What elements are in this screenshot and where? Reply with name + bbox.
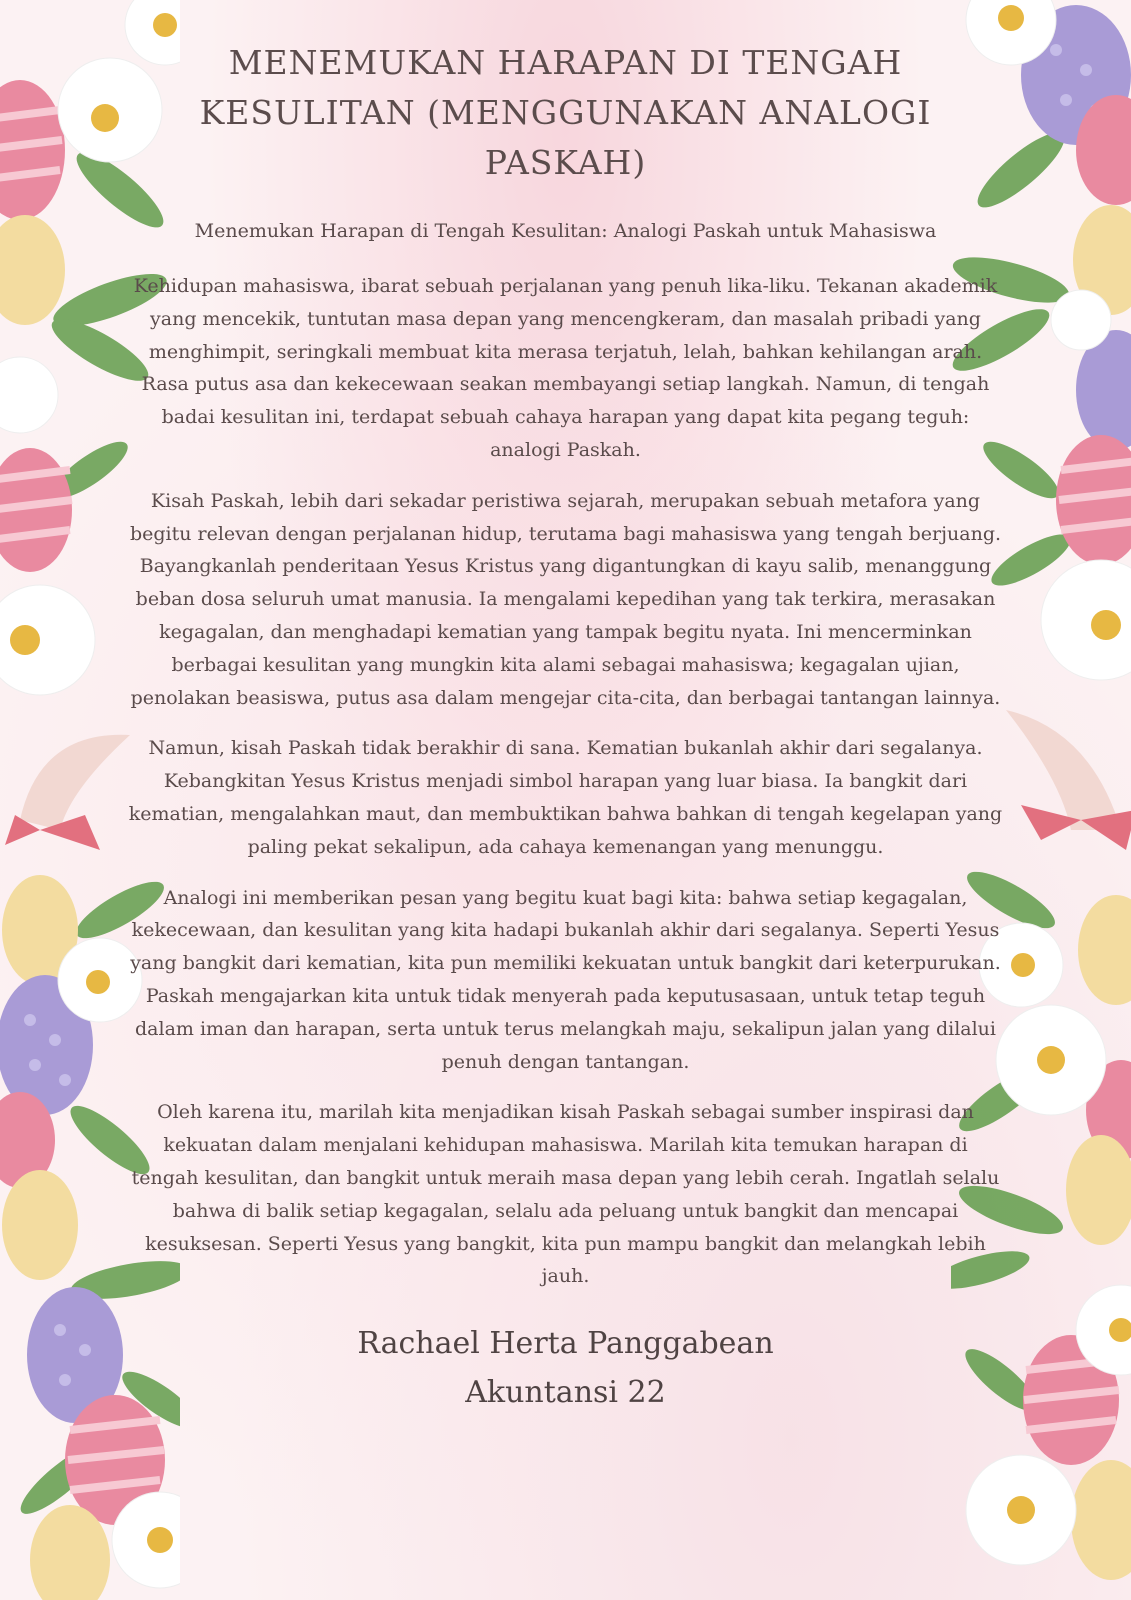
paragraph: Kehidupan mahasiswa, ibarat sebuah perjalanan yang penuh lika-liku. Tekanan akademik yang mencekik, tuntutan masa depan yang mencengkeram, dan masalah pribadi yang menghimpit, seringkali membuat kita merasa terjatuh, lelah, bahkan kehilangan arah. Rasa putus asa dan kekecewaan seakan membayangi setiap langkah. Namun, di tengah badai kesulitan ini, terdapat sebuah cahaya harapan yang dapat kita pegang teguh: analogi Paskah.: [133, 275, 998, 461]
paragraph: Oleh karena itu, marilah kita menjadikan kisah Paskah sebagai sumber inspirasi dan kekuatan dalam menjalani kehidupan mahasiswa. Marilah kita temukan harapan di tengah kesulitan, dan bangkit untuk meraih masa depan yang lebih cerah. Ingatlah selalu bahwa di balik setiap kegagalan, selalu ada peluang untuk bangkit dan mencapai kesuksesan. Seperti Yesus yang bangkit, kita pun mampu bangkit dan melangkah lebih jauh.: [131, 1101, 1000, 1288]
paragraph: Analogi ini memberikan pesan yang begitu kuat bagi kita: bahwa setiap kegagalan, kekecewaan, dan kesulitan yang kita hadapi bukanlah akhir dari segalanya. Seperti Yesus yang bangkit dari kematian, kita pun memiliki kekuatan untuk bangkit dari keterpurukan. Paskah mengajarkan kita untuk tidak menyerah pada keputusasaan, untuk tetap teguh dalam iman dan harapan, serta untuk terus melangkah maju, sekalipun jalan yang dilalui penuh dengan tantangan.: [130, 886, 1001, 1073]
subtitle: Menemukan Harapan di Tengah Kesulitan: Analogi Paskah untuk Mahasiswa: [194, 220, 937, 242]
page-title: MENEMUKAN HARAPAN DI TENGAH KESULITAN (MENGGUNAKAN ANALOGI PASKAH): [199, 43, 932, 182]
document-body: [128, 0, 1003, 1417]
author-name: Rachael Herta Panggabean: [357, 1326, 774, 1362]
paragraph: Namun, kisah Paskah tidak berakhir di sana. Kematian bukanlah akhir dari segalanya. Kebangkitan Yesus Kristus menjadi simbol harapan yang luar biasa. Ia bangkit dari kematian, mengalahkan maut, dan membuktikan bahwa bahkan di tengah kegelapan yang paling pekat sekalipun, ada cahaya kemenangan yang menunggu.: [128, 737, 1003, 858]
paragraph: Kisah Paskah, lebih dari sekadar peristiwa sejarah, merupakan sebuah metafora yang begitu relevan dengan perjalanan hidup, terutama bagi mahasiswa yang tengah berjuang. Bayangkanlah penderitaan Yesus Kristus yang digantungkan di kayu salib, menanggung beban dosa seluruh umat manusia. Ia mengalami kepedihan yang tak terkira, merasakan kegagalan, dan menghadapi kematian yang tampak begitu nyata. Ini mencerminkan berbagai kesulitan yang mungkin kita alami sebagai mahasiswa; kegagalan ujian, penolakan beasiswa, putus asa dalam mengejar cita-cita, dan berbagai tantangan lainnya.: [129, 489, 1002, 709]
author-department: Akuntansi 22: [465, 1375, 666, 1411]
